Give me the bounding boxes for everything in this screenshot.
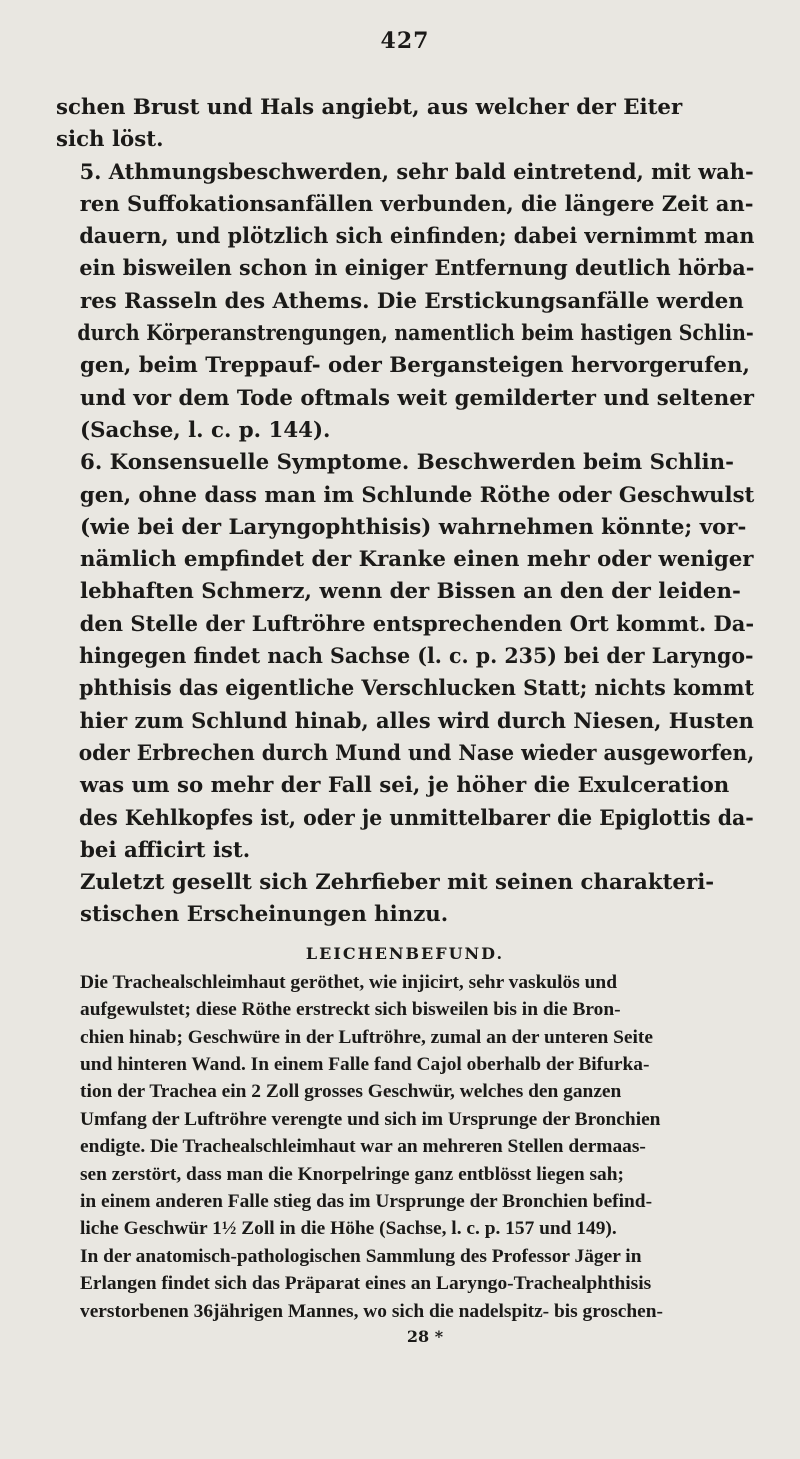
text-line: Erlangen findet sich das Präparat eines an Laryngo-Trachealphthisis [80,1273,652,1295]
text-line: 6. Konsensuelle Symptome. Beschwerden beim Schlin- [80,450,734,476]
paragraph-fever [56,867,754,932]
text-line: des Kehlkopfes ist, oder je unmittelbarer die Epiglottis da- [79,805,754,831]
text-line: und vor dem Tode oftmals weit gemilderter und seltener [80,385,754,411]
text-line: aufgewulstet; diese Röthe erstreckt sich bisweilen bis in die Bron- [80,999,621,1021]
text-line: (Sachse, l. c. p. 144). [80,417,331,443]
text-line: hier zum Schlund hinab, alles wird durch Niesen, Husten [79,708,754,734]
text-line: res Rasseln des Athems. Die Erstickungsanfälle werden [80,288,744,314]
text-line: ein bisweilen schon in einiger Entfernung deutlich hörba- [79,256,755,282]
text-line: Zuletzt gesellt sich Zehrfieber mit seinen charakteri- [80,870,715,896]
text-line: 5. Athmungsbeschwerden, sehr bald eintretend, mit wah- [79,159,754,185]
text-line: bei afficirt ist. [80,837,251,863]
text-line: endigte. Die Trachealschleimhaut war an mehreren Stellen dermaas- [80,1136,646,1158]
text-line: sich löst. [56,127,164,153]
printer-signature-mark: 28 * [406,1327,444,1346]
text-line: stischen Erscheinungen hinzu. [80,902,449,928]
text-line: sen zerstört, dass man die Knorpelringe ganz entblösst liegen sah; [80,1163,624,1185]
paragraph-breathing [56,157,754,448]
paragraph-continuation [56,92,754,157]
text-line: schen Brust und Hals angiebt, aus welcher der Eiter [56,95,683,120]
text-line: In der anatomisch-pathologischen Sammlung des Professor Jäger in [80,1245,642,1267]
autopsy-section [56,969,754,1325]
text-line: und hinteren Wand. In einem Falle fand Cajol oberhalb der Bifurka- [80,1053,650,1075]
text-line: gen, beim Treppauf- oder Bergansteigen hervorgerufen, [80,353,750,379]
text-line: Umfang der Luftröhre verengte und sich im Ursprunge der Bronchien [80,1108,661,1130]
text-line: chien hinab; Geschwüre in der Luftröhre, zumal an der unteren Seite [80,1026,653,1048]
page-number: 427 [380,28,430,54]
text-line: in einem anderen Falle stieg das im Ursprunge der Bronchien befind- [80,1190,653,1212]
paragraph-autopsy-findings [56,969,754,1325]
paragraph-consensual-symptoms [56,447,754,867]
text-line: lebhaften Schmerz, wenn der Bissen an den der leiden- [80,579,741,605]
text-line: Die Trachealschleimhaut geröthet, wie injicirt, sehr vaskulös und [80,971,618,993]
text-line: tion der Trachea ein 2 Zoll grosses Geschwür, welches den ganzen [80,1081,622,1103]
text-line: oder Erbrechen durch Mund und Nase wieder ausgeworfen, [78,740,755,766]
symptoms-section [56,92,754,932]
text-line: phthisis das eigentliche Verschlucken Statt; nichts kommt [79,676,754,702]
text-line: was um so mehr der Fall sei, je höher die Exulceration [80,773,730,799]
text-line: durch Körperanstrengungen, namentlich beim hastigen Schlin- [77,321,754,347]
text-line: dauern, und plötzlich sich einfinden; dabei vernimmt man [79,224,755,250]
text-line: nämlich empfindet der Kranke einen mehr oder weniger [80,547,754,573]
text-line: liche Geschwür 1½ Zoll in die Höhe (Sachse, l. c. p. 157 und 149). [80,1218,617,1240]
text-line: hingegen findet nach Sachse (l. c. p. 235) bei der Laryngo- [79,644,754,670]
text-line: (wie bei der Laryngophthisis) wahrnehmen könnte; vor- [80,514,747,540]
text-line: gen, ohne dass man im Schlunde Röthe oder Geschwulst [79,482,755,508]
text-line: ren Suffokationsanfällen verbunden, die längere Zeit an- [79,191,754,217]
text-line: den Stelle der Luftröhre entsprechenden Ort kommt. Da- [79,611,755,637]
text-line: verstorbenen 36jährigen Mannes, wo sich die nadelspitz- bis groschen- [80,1300,663,1322]
section-heading: LEICHENBEFUND. [305,943,505,963]
